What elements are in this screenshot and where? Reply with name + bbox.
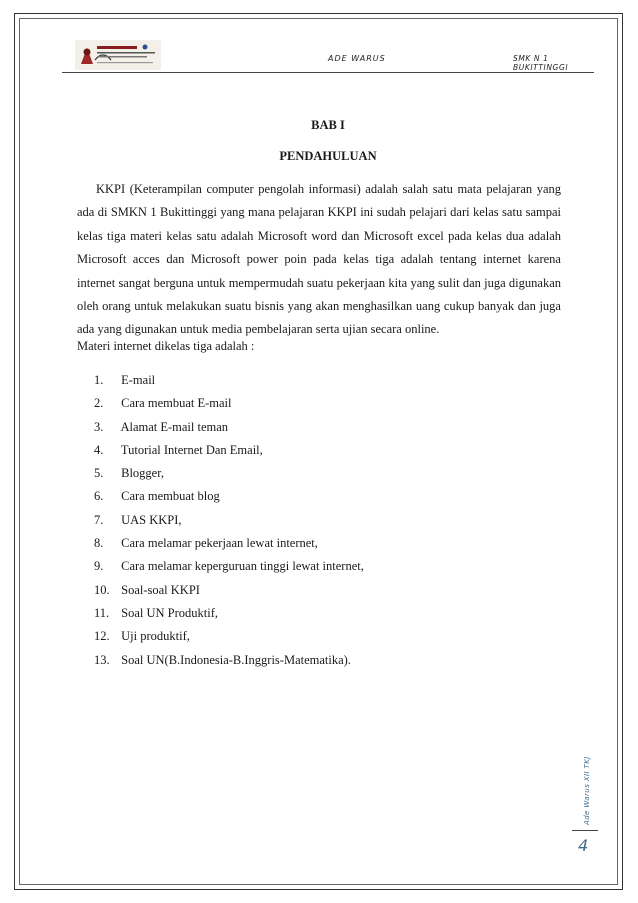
list-item	[94, 485, 364, 508]
list-item	[94, 602, 364, 625]
list-item-number: 9.	[94, 559, 104, 574]
list-item	[94, 462, 364, 485]
list-item-number: 1.	[94, 373, 104, 387]
list-item	[94, 416, 364, 439]
body-paragraph: KKPI (Keterampilan computer pengolah informasi) adalah salah satu mata pelajaran yang ada di SMKN 1 Bukittinggi yang mana pelajaran KKPI ini sudah pelajari dari kelas satu sampai kelas tiga materi kelas satu adalah Microsoft word dan Microsoft excel pada kelas dua adalah Microsoft acces dan Microsoft power poin pada kelas tiga adalah tentang internet karena internet sangat berguna untuk mempermudah suatu pekerjaan kita yang sulit dan juga digunakan oleh orang untuk melakukan suatu bisnis yang akan menghasilkan uang cukup banyak dan juga ada yang digunakan untuk media pembelajaran serta ujian secara online.	[77, 182, 561, 337]
list-item-text: Uji produktif,	[121, 629, 190, 644]
header-school: SMK N 1 BUKITTINGGI	[513, 54, 569, 72]
page-header	[30, 36, 605, 76]
list-item-text: Tutorial Internet Dan Email,	[120, 442, 263, 457]
list-item	[94, 625, 364, 648]
list-item-text: E-mail	[121, 373, 156, 387]
list-item-number: 7.	[94, 512, 104, 527]
list-item	[94, 439, 364, 462]
list-item-number: 13.	[94, 652, 110, 667]
list-item-text: Cara membuat blog	[121, 489, 220, 504]
list-item	[94, 649, 364, 672]
header-author: ADE WARUS	[328, 54, 386, 63]
list-item	[94, 532, 364, 555]
list-item-number: 4.	[94, 442, 104, 457]
list-item-number: 8.	[94, 536, 104, 551]
header-divider	[62, 72, 594, 73]
chapter-number: BAB I	[311, 118, 345, 132]
list-item-text: UAS KKPI,	[121, 512, 182, 527]
list-item	[94, 555, 364, 578]
list-item-text: Soal UN(B.Indonesia-B.Inggris-Matematika).	[121, 652, 351, 667]
list-item-number: 2.	[94, 396, 104, 411]
list-item-text: Alamat E-mail teman	[120, 419, 229, 434]
chapter-title: PENDAHULUAN	[279, 149, 377, 163]
page-number: 4	[578, 836, 589, 855]
list-item-number: 5.	[94, 466, 104, 481]
list-item	[94, 579, 364, 602]
list-item-text: Cara membuat E-mail	[121, 396, 232, 411]
footer-side-note	[583, 745, 597, 825]
list-item-number: 6.	[94, 489, 104, 504]
list-item-text: Soal-soal KKPI	[121, 582, 200, 597]
list-item	[94, 392, 364, 415]
footer-side-note-text: Ade Warus XII TKJ	[583, 756, 591, 825]
list-item	[94, 369, 364, 392]
page-number-divider	[572, 830, 598, 831]
list-item-number: 12.	[94, 629, 110, 644]
list-item	[94, 509, 364, 532]
material-list	[94, 369, 364, 672]
list-item-text: Cara melamar keperguruan tinggi lewat internet,	[121, 559, 364, 574]
list-item-number: 10.	[94, 582, 110, 597]
list-item-text: Blogger,	[121, 466, 165, 481]
school-logo-icon	[75, 40, 161, 70]
list-item-number: 3.	[94, 419, 104, 434]
list-intro: Materi internet dikelas tiga adalah :	[77, 339, 255, 353]
list-item-text: Soal UN Produktif,	[121, 605, 218, 620]
list-item-number: 11.	[94, 605, 110, 620]
list-item-text: Cara melamar pekerjaan lewat internet,	[121, 536, 318, 551]
